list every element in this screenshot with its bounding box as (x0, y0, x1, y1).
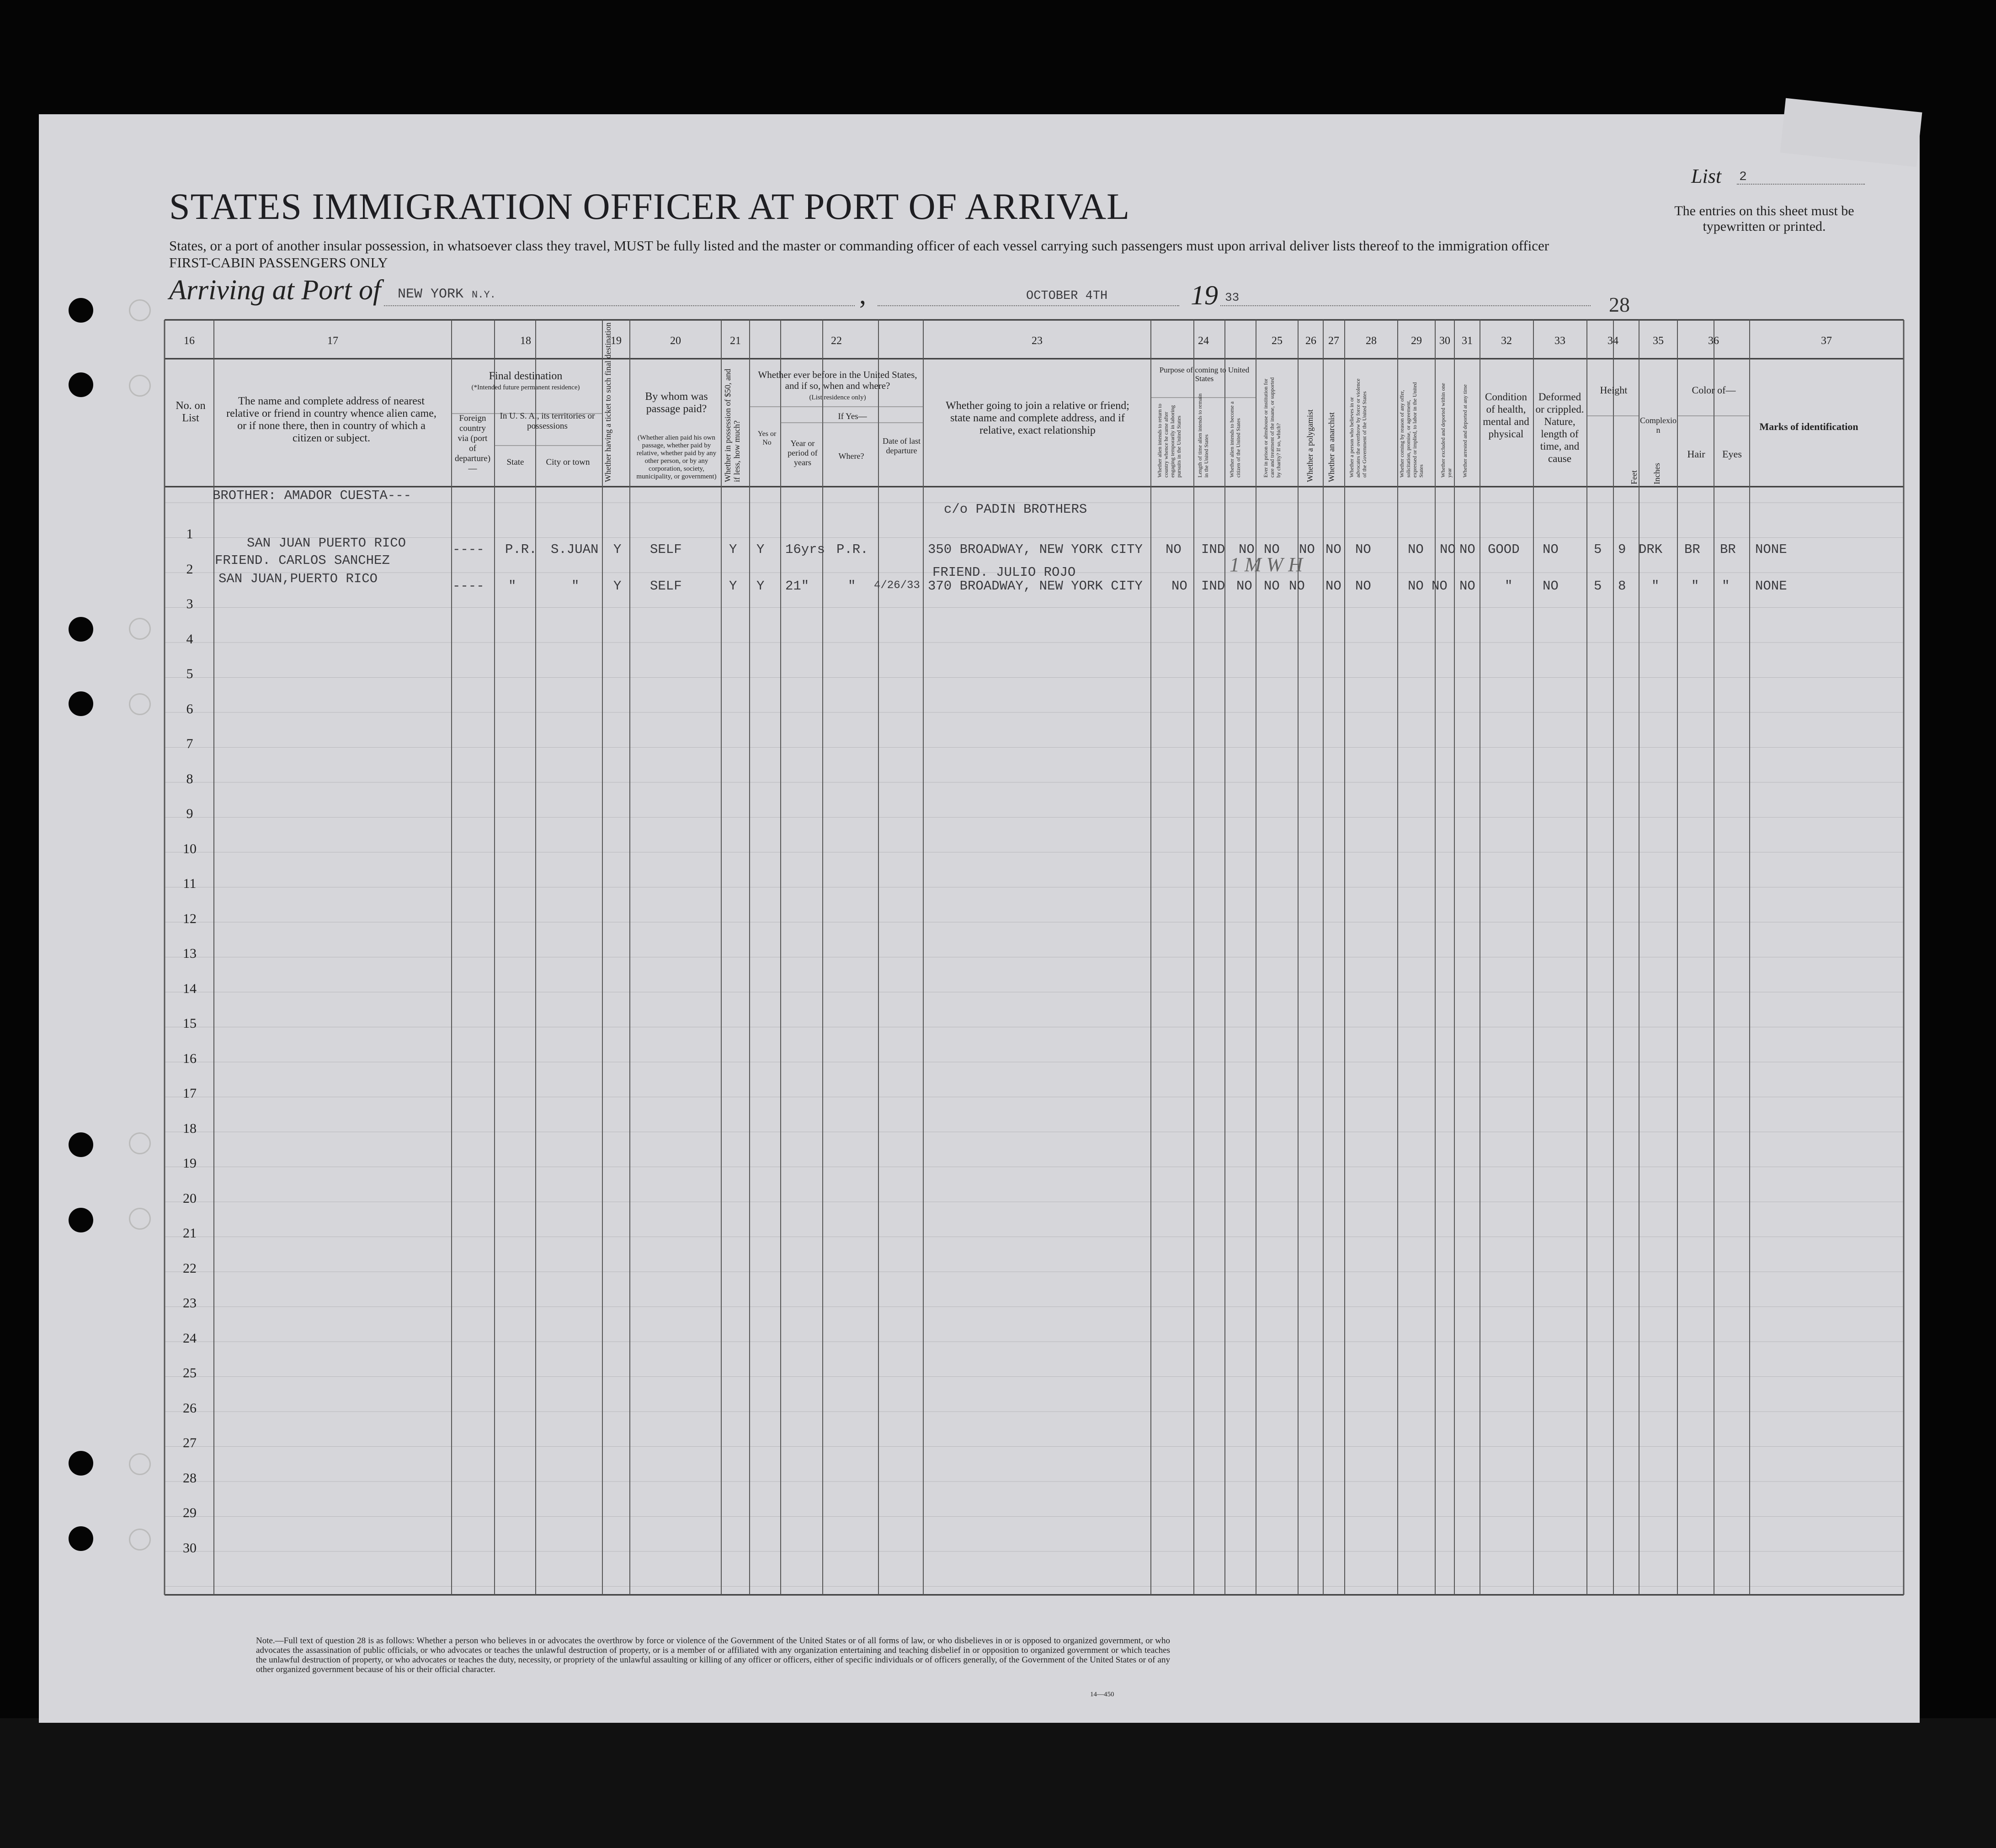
row2-deformed: NO (1543, 579, 1559, 594)
list-label: List (1691, 165, 1722, 187)
year-prefix: 19 (1191, 280, 1218, 310)
row1-deformed: NO (1543, 542, 1559, 557)
row2-c30: NO (1432, 579, 1448, 594)
row1-c26: NO (1299, 542, 1315, 557)
col18-usa: In U. S. A., its territories or possessions (500, 411, 595, 431)
col26-header: Whether a polygamist (1305, 409, 1315, 482)
row2-eyes: " (1722, 579, 1730, 594)
col24a-header: Whether alien intends to return to country whence he came after engaging temporarily in laboring pursuits in the United States (1156, 404, 1182, 478)
joining-entry-pre: c/o PADIN BROTHERS (944, 502, 1087, 517)
pencil-annotation: 1 M W H (1230, 553, 1303, 576)
row1-marks: NONE (1755, 542, 1787, 557)
row-number: 16 (183, 1051, 197, 1066)
col17-header: The name and complete address of nearest relative or friend in country whence alien came, or if none there, then in country of which a citizen or subject. (226, 395, 436, 444)
col34-feet: Feet (1629, 470, 1639, 484)
column-number: 18 (520, 335, 531, 347)
row-number: 6 (186, 701, 193, 717)
col34-inches: Inches (1652, 463, 1661, 484)
col35-header: Complexion (1640, 416, 1677, 435)
row1-city: S.JUAN (551, 542, 599, 557)
col24c-header: Whether alien intends to become a citizen of the United States (1229, 401, 1241, 478)
col24b-header: Length of time alien intends to remain in the United States (1197, 393, 1209, 478)
list-number: 2 (1739, 170, 1747, 184)
col19-header: Whether having a ticket to such final destination (603, 322, 612, 482)
column-number: 26 (1305, 335, 1316, 347)
row-number: 17 (183, 1086, 197, 1101)
row2-joining: 370 BROADWAY, NEW YORK CITY (928, 579, 1143, 594)
row2-ticket: Y (613, 579, 622, 594)
row2-city: " (571, 579, 580, 594)
row2-joining-name: FRIEND. JULIO ROJO (932, 565, 1076, 580)
row-number: 21 (183, 1226, 197, 1241)
row2-c24c: NO (1236, 579, 1252, 594)
column-number: 33 (1554, 335, 1565, 347)
row-number: 19 (183, 1156, 197, 1171)
page-number: 28 (1609, 293, 1630, 316)
row-number: 20 (183, 1190, 197, 1206)
col28-header: Whether a person who believes in or advocates the overthrow by force or violence of the Government of the United States (1348, 378, 1368, 478)
column-number: 31 (1462, 335, 1473, 347)
row1-foreign: ---- (452, 542, 484, 557)
column-number: 24 (1198, 335, 1209, 347)
form-title: STATES IMMIGRATION OFFICER AT PORT OF ARRIVAL (169, 186, 1130, 227)
row2-inches: 8 (1618, 579, 1626, 594)
col18-foreign: Foreign country via (port of departure)— (454, 414, 491, 473)
row2-c24b: IND (1201, 579, 1225, 594)
row1-inches: 9 (1618, 542, 1626, 557)
row-number: 15 (183, 1016, 197, 1031)
row1-c31: NO (1459, 542, 1475, 557)
row2-hair: " (1691, 579, 1699, 594)
col34-header: Height (1600, 384, 1628, 396)
row1-state: P.R. (505, 542, 537, 557)
col33-header: Deformed or crippled. Nature, length of time, and cause (1535, 391, 1584, 464)
col18-city: City or town (546, 457, 590, 467)
column-number: 35 (1653, 335, 1664, 347)
row-number: 25 (183, 1365, 197, 1381)
row-number: 2 (186, 561, 193, 577)
row1-c24a: NO (1166, 542, 1182, 557)
comma-separator: , (859, 279, 866, 309)
row-number: 11 (183, 876, 197, 891)
row-number: 3 (186, 596, 193, 611)
year-suffix: 33 (1225, 291, 1240, 304)
row2-last-departure: 4/26/33 (874, 579, 920, 592)
typewritten-note: The entries on this sheet must be typewritten or printed. (1674, 203, 1854, 234)
column-number: 37 (1821, 335, 1832, 347)
col22-date: Date of last departure (883, 436, 921, 455)
row1-hair: BR (1684, 542, 1700, 557)
row-number: 12 (183, 911, 197, 926)
col37-header: Marks of identification (1759, 421, 1858, 432)
col36-header: Color of— (1692, 384, 1736, 396)
row1-complexion: DRK (1639, 542, 1663, 557)
row2-foreign: ---- (452, 579, 484, 594)
column-number: 25 (1272, 335, 1283, 347)
col22-year: Year or period of years (788, 439, 818, 467)
row1-eyes: BR (1720, 542, 1736, 557)
port-value: NEW YORK N.Y. (398, 287, 496, 302)
column-number: 21 (730, 335, 741, 347)
col24-header: Purpose of coming to United States (1159, 366, 1250, 383)
row1-relative-address: SAN JUAN PUERTO RICO (247, 536, 406, 551)
column-number: 30 (1439, 335, 1450, 347)
col16-header: No. on List (176, 400, 206, 424)
row2-relative-address: SAN JUAN,PUERTO RICO (218, 571, 378, 586)
row1-c29: NO (1408, 542, 1424, 557)
row2-c24a: NO (1171, 579, 1187, 594)
row2-c25: NO (1264, 579, 1280, 594)
row1-c24b: IND (1201, 542, 1225, 557)
col31-header: Whether arrested and deported at any time (1462, 384, 1468, 478)
column-number: 23 (1032, 335, 1043, 347)
row2-marks: NONE (1755, 579, 1787, 594)
row2-c28: NO (1355, 579, 1371, 594)
row-number: 28 (183, 1470, 197, 1486)
col27-header: Whether an anarchist (1327, 412, 1336, 482)
col22-yesno: Yes or No (757, 430, 777, 446)
col29-header: Whether coming by reason of any offer, solicitation, promise, or agreement, expressed or implied, to labor in the United States (1399, 382, 1424, 478)
column-number: 28 (1366, 335, 1377, 347)
row-number: 4 (186, 631, 193, 647)
col30-header: Whether excluded and deported within one year (1440, 383, 1453, 478)
column-number: 27 (1328, 335, 1339, 347)
row2-c26: NO (1289, 579, 1305, 594)
column-number: 19 (611, 335, 622, 347)
col22-note: (List residence only) (809, 394, 866, 401)
relative-entry-pre: BROTHER: AMADOR CUESTA--- (213, 488, 412, 503)
column-number: 16 (184, 335, 195, 347)
col36-hair: Hair (1687, 448, 1705, 460)
row-number: 7 (186, 736, 193, 751)
date-value: OCTOBER 4TH (1026, 289, 1108, 303)
row1-paid-by: SELF (650, 542, 682, 557)
row-number: 18 (183, 1120, 197, 1136)
row-number: 8 (186, 771, 193, 786)
col21-header: Whether in possession of $50, and if less, how much? (723, 369, 741, 482)
column-number: 22 (831, 335, 842, 347)
row-number: 23 (183, 1296, 197, 1311)
col36-eyes: Eyes (1722, 448, 1742, 460)
row-number: 27 (183, 1435, 197, 1450)
col25-header: Ever in prison or almshouse or institution for care and treatment of the insane, or supported by charity? If so, which? (1262, 377, 1282, 478)
arriving-label: Arriving at Port of (169, 275, 381, 306)
col20-note: (Whether alien paid his own passage, whether paid by relative, whether paid by any other person, or by any corporation, society, municipality, or government) (636, 434, 717, 480)
column-number: 32 (1501, 335, 1512, 347)
col20-header: By whom was passage paid? (645, 391, 708, 415)
col18-note: (*Intended future permanent residence) (471, 384, 580, 391)
row1-years: 16yrs (785, 542, 825, 557)
row2-before-yes: Y (756, 579, 765, 594)
row2-complexion: " (1651, 579, 1660, 594)
row1-c30: NO (1440, 542, 1456, 557)
row-number: 22 (183, 1260, 197, 1276)
row2-state: " (508, 579, 516, 594)
row-number: 5 (186, 666, 193, 681)
col22-where: Where? (838, 451, 864, 461)
column-number: 17 (327, 335, 338, 347)
footnote: Note.—Full text of question 28 is as follows: Whether a person who believes in or advocates the overthrow by force or violence of the Government of the United States or of all forms of law, or who disbelieves in or is opposed to organized government, or who advocates the assassination of public officials, or who advocates or teaches the unlawful destruction of property, or is a member of or affiliated with any organization entertaining and teaching disbelief in or opposition to organized government or which teaches the unlawful destruction of property, or who advocates or teaches the duty, necessity, or propriety of the unlawful assaulting or killing of any officer or officers, either of specific individuals or of officers generally, of the Government of the United States or of any other organized government because of his or their official character. (256, 1636, 1170, 1674)
form-subtitle: States, or a port of another insular possession, in whatsoever class they travel, MUST be fully listed and the master or commanding officer of each vessel carrying such passengers must upon arrival deliver lists thereof to the immigration officer (169, 238, 1549, 254)
row2-health: " (1505, 579, 1513, 594)
row1-ticket: Y (613, 542, 622, 557)
row-number: 10 (183, 841, 197, 856)
column-number: 29 (1411, 335, 1422, 347)
col18-state: State (506, 457, 524, 467)
row2-paid-by: SELF (650, 579, 682, 594)
row-number: 13 (183, 946, 197, 961)
row2-c29: NO (1408, 579, 1424, 594)
form-number: 14—450 (1090, 1691, 1114, 1698)
col22-ifyes: If Yes— (838, 412, 867, 421)
column-number: 20 (670, 335, 681, 347)
row-number: 9 (186, 806, 193, 821)
row1-before-yes: Y (756, 542, 765, 557)
col18-title: Final destination (489, 370, 563, 382)
row-number: 24 (183, 1330, 197, 1346)
row-number: 29 (183, 1505, 197, 1520)
row2-where: " (848, 579, 856, 594)
column-number: 36 (1708, 335, 1719, 347)
col23-header: Whether going to join a relative or friend; state name and complete address, and if relative, exact relationship (946, 400, 1129, 436)
row1-c24c: NO (1239, 542, 1255, 557)
row2-years: 21" (785, 579, 809, 594)
col32-header: Condition of health, mental and physical (1483, 391, 1529, 440)
row-number: 14 (183, 981, 197, 996)
class-line: FIRST-CABIN PASSENGERS ONLY (169, 255, 388, 271)
row2-c27: NO (1325, 579, 1341, 594)
row1-joining: 350 BROADWAY, NEW YORK CITY (928, 542, 1143, 557)
row1-c27: NO (1325, 542, 1341, 557)
row1-fifty: Y (729, 542, 737, 557)
row2-feet: 5 (1594, 579, 1602, 594)
row1-c25: NO (1264, 542, 1280, 557)
row2-c31: NO (1459, 579, 1475, 594)
row2-relative-name: FRIEND. CARLOS SANCHEZ (215, 553, 390, 568)
row-number: 30 (183, 1540, 197, 1556)
row2-fifty: Y (729, 579, 737, 594)
row-number: 26 (183, 1400, 197, 1416)
row1-where: P.R. (836, 542, 868, 557)
column-number: 34 (1607, 335, 1618, 347)
row1-c28: NO (1355, 542, 1371, 557)
row1-health: GOOD (1488, 542, 1520, 557)
col22-header: Whether ever before in the United States, and if so, when and where? (758, 369, 917, 391)
row1-feet: 5 (1594, 542, 1602, 557)
row-number: 1 (186, 526, 193, 542)
